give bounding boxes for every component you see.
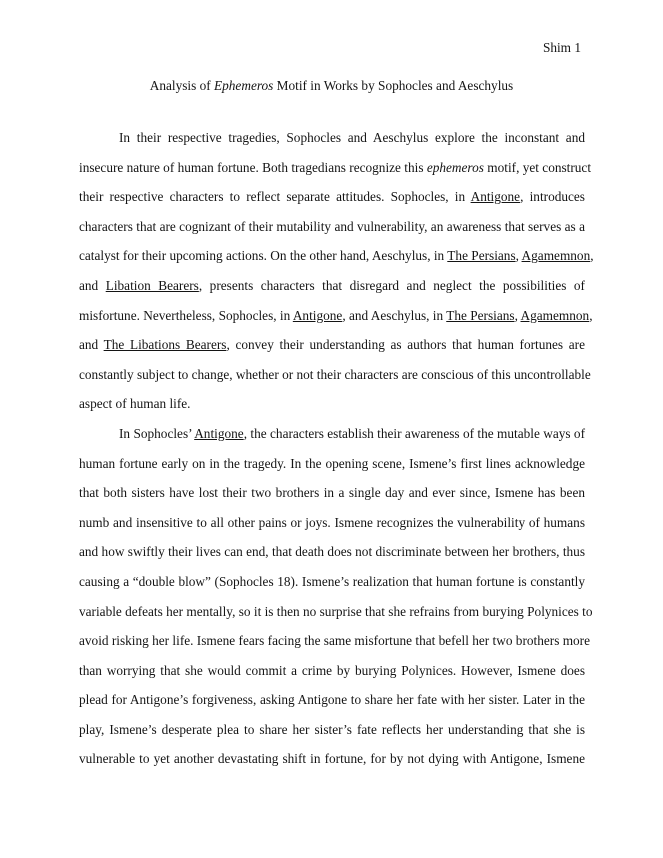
text-run: numb and insensitive to all other pains or joys. Ismene recognizes the vulnerability of humans: [79, 514, 585, 530]
paragraph-2-line: [79, 597, 593, 627]
text-run: In their respective tragedies, Sophocles and Aeschylus explore the inconstant and: [119, 130, 585, 145]
paragraph-2-line: [79, 715, 585, 745]
title-italic: Ephemeros: [214, 78, 274, 93]
text-run: , presents characters that disregard and neglect the possibilities of: [198, 277, 585, 293]
paragraph-1-line: [79, 212, 585, 242]
text-run: In Sophocles’: [119, 425, 195, 441]
paragraph-1-line: [79, 241, 594, 271]
paragraph-2-line: [79, 685, 585, 715]
underlined-title: Antigone: [194, 425, 244, 441]
text-run: human fortune early on in the tragedy. In the opening scene, Ismene’s first lines acknowledge: [79, 455, 585, 471]
text-run: characters that are cognizant of their mutability and vulnerability, an awareness that serves as a: [79, 218, 585, 234]
text-run: motif, yet construct: [483, 159, 592, 175]
paragraph-2-line: [79, 478, 585, 508]
underlined-title: Antigone: [470, 189, 521, 205]
underlined-title: The Persians: [446, 307, 515, 323]
paragraph-1-line: [79, 182, 585, 212]
underlined-title: Antigone: [292, 307, 343, 323]
paragraph-1-line: [79, 153, 592, 183]
text-run: ,: [514, 307, 521, 323]
text-run: ,: [590, 248, 594, 264]
paragraph-1-line: [79, 123, 585, 153]
paper-title: [0, 78, 663, 94]
paragraph-2-line: [79, 449, 585, 479]
italic-term: ephemeros: [426, 159, 484, 175]
paragraph-1-line: [79, 389, 585, 419]
text-run: that both sisters have lost their two brothers in a single day and ever since, Ismene has been: [79, 485, 585, 501]
underlined-title: The Libations Bearers: [103, 337, 227, 353]
paragraph-1-line: [79, 330, 585, 360]
text-run: variable defeats her mentally, so it is then no surprise that she refrains from burying Polynices to: [79, 603, 593, 619]
paragraph-2-line: [79, 626, 591, 656]
running-head: Shim 1: [542, 40, 581, 55]
text-run: catalyst for their upcoming actions. On the other hand, Aeschylus, in: [79, 248, 448, 264]
paragraph-2-line: [79, 419, 585, 449]
text-run: and: [79, 337, 104, 353]
text-run: , the characters establish their awareness of the mutable ways of: [243, 425, 585, 441]
underlined-title: Agamemnon: [520, 307, 590, 323]
text-run: , convey their understanding as authors that human fortunes are: [226, 337, 585, 353]
paragraph-2-line: [79, 656, 585, 686]
paragraph-2-line: [79, 744, 585, 774]
paragraph-2-line: [79, 508, 585, 538]
body-text: [79, 123, 594, 774]
text-run: play, Ismene’s desperate plea to share her sister’s fate reflects her understanding that she is: [79, 721, 585, 737]
title-suffix: Motif in Works by Sophocles and Aeschylus: [273, 78, 514, 93]
text-run: constantly subject to change, whether or not their characters are conscious of this uncontrollable: [79, 366, 591, 382]
text-run: , introduces: [520, 189, 585, 205]
text-run: , and Aeschylus, in: [342, 307, 447, 323]
text-run: aspect of human life.: [79, 396, 191, 412]
text-run: and: [79, 277, 106, 293]
text-run: misfortune. Nevertheless, Sophocles, in: [79, 307, 293, 323]
text-run: than worrying that she would commit a crime by burying Polynices. However, Ismene does: [79, 662, 585, 678]
underlined-title: Libation Bearers: [105, 277, 199, 293]
text-run: ,: [589, 307, 593, 323]
paragraph-2-line: [79, 537, 585, 567]
title-prefix: Analysis of: [149, 78, 215, 93]
text-run: avoid risking her life. Ismene fears facing the same misfortune that befell her two brothers more: [79, 633, 591, 649]
text-run: vulnerable to yet another devastating shift in fortune, for by not dying with Antigone, Ismene: [79, 751, 585, 767]
text-run: plead for Antigone’s forgiveness, asking Antigone to share her fate with her sister. Later in the: [79, 692, 585, 708]
underlined-title: The Persians: [447, 248, 516, 264]
text-run: insecure nature of human fortune. Both tragedians recognize this: [79, 159, 427, 175]
text-run: and how swiftly their lives can end, that death does not discriminate between her brothers, thus: [79, 544, 585, 560]
paragraph-1-line: [79, 360, 591, 390]
text-run: causing a “double blow” (Sophocles 18). Ismene’s realization that human fortune is constantly: [79, 573, 585, 589]
paragraph-1-line: [79, 301, 593, 331]
paragraph-1-line: [79, 271, 585, 301]
underlined-title: Agamemnon: [521, 248, 591, 264]
paragraph-2-line: [79, 567, 585, 597]
text-run: their respective characters to reflect separate attitudes. Sophocles, in: [79, 189, 471, 205]
text-run: ,: [515, 248, 522, 264]
